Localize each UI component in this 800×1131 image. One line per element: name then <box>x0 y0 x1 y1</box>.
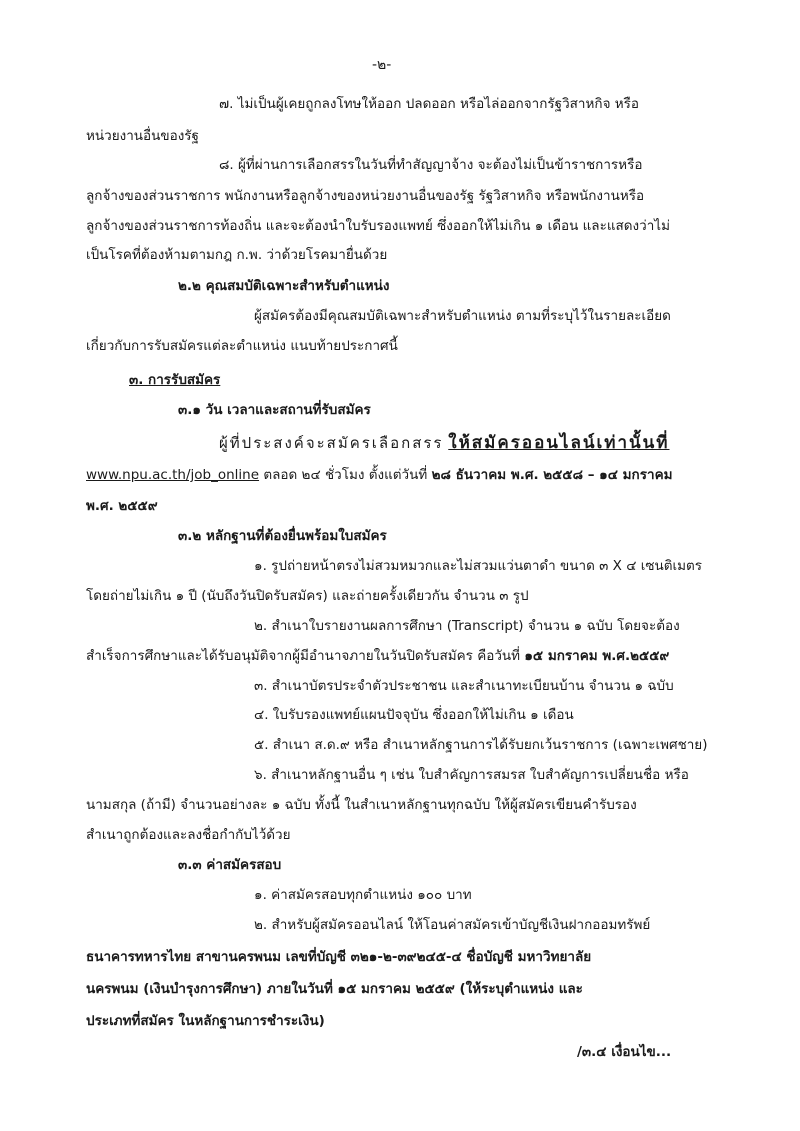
fee-item-2-line-3: นครพนม (เงินบำรุงการศึกษา) ภายในวันที่ ๑๕ มกราคม ๒๕๕๙ (ให้ระบุตำแหน่ง และ <box>86 981 583 997</box>
item-8-line-3: ลูกจ้างของส่วนราชการท้องถิ่น และจะต้องนำใบรับรองแพทย์ ซึ่งออกให้ไม่เกิน ๑ เดือน และแสดงว่าไม่ <box>86 218 670 234</box>
item-8-line-1: ๘. ผู้ที่ผ่านการเลือกสรรในวันที่ทำสัญญาจ้าง จะต้องไม่เป็นข้าราชการหรือ <box>219 157 643 173</box>
item-7-line-2: หน่วยงานอื่นของรัฐ <box>86 128 199 144</box>
doc-item-1-line-1: ๑. รูปถ่ายหน้าตรงไม่สวมหมวกและไม่สวมแว่นตาดำ ขนาด ๓ X ๔ เซนติเมตร <box>254 558 703 574</box>
page-number: -๒- <box>372 57 392 73</box>
doc-item-6-line-3: สำเนาถูกต้องและลงชื่อกำกับไว้ด้วย <box>86 827 291 843</box>
fee-item-2-line-4: ประเภทที่สมัคร ในหลักฐานการชำระเงิน) <box>86 1013 325 1029</box>
section-2-2-line-1: ผู้สมัครต้องมีคุณสมบัติเฉพาะสำหรับตำแหน่ง ตามที่ระบุไว้ในรายละเอียด <box>254 308 671 324</box>
doc-item-5: ๕. สำเนา ส.ด.๙ หรือ สำเนาหลักฐานการได้รับยกเว้นราชการ (เฉพาะเพศชาย) <box>254 737 708 753</box>
doc-item-2-text: สำเร็จการศึกษาและได้รับอนุมัติจากผู้มีอำนาจภายในวันปิดรับสมัคร คือวันที่ <box>86 648 521 664</box>
doc-item-4: ๔. ใบรับรองแพทย์แผนปัจจุบัน ซึ่งออกให้ไม่เกิน ๑ เดือน <box>254 707 574 723</box>
section-3-1-line-1 <box>219 433 670 453</box>
section-3-1-line-2 <box>86 466 673 484</box>
doc-item-6-line-2: นามสกุล (ถ้ามี) จำนวนอย่างละ ๑ ฉบับ ทั้งนี้ ในสำเนาหลักฐานทุกฉบับ ให้ผู้สมัครเขียนคำรับรอง <box>86 797 637 813</box>
fee-item-1: ๑. ค่าสมัครสอบทุกตำแหน่ง ๑๐๐ บาท <box>254 887 472 903</box>
doc-item-2-line-2 <box>86 647 669 665</box>
section-3-2-heading: ๓.๒ หลักฐานที่ต้องยื่นพร้อมใบสมัคร <box>178 528 387 544</box>
section-3-1-heading: ๓.๑ วัน เวลาและสถานที่รับสมัคร <box>178 402 371 418</box>
doc-item-6-line-1: ๖. สำเนาหลักฐานอื่น ๆ เช่น ใบสำคัญการสมรส ใบสำคัญการเปลี่ยนชื่อ หรือ <box>254 767 689 783</box>
doc-item-1-line-2: โดยถ่ายไม่เกิน ๑ ปี (นับถึงวันปิดรับสมัคร) และถ่ายครั้งเดียวกัน จำนวน ๓ รูป <box>86 588 529 604</box>
continuation-marker: /๓.๔ เงื่อนไข... <box>577 1044 672 1060</box>
doc-item-2-line-1: ๒. สำเนาใบรายงานผลการศึกษา (Transcript) จำนวน ๑ ฉบับ โดยจะต้อง <box>254 618 680 634</box>
fee-item-2-line-1: ๒. สำหรับผู้สมัครออนไลน์ ให้โอนค่าสมัครเข้าบัญชีเงินฝากออมทรัพย์ <box>254 917 651 933</box>
item-7-line-1: ๗. ไม่เป็นผู้เคยถูกลงโทษให้ออก ปลดออก หรือไล่ออกจากรัฐวิสาหกิจ หรือ <box>219 96 640 112</box>
section-3-1-line-3: พ.ศ. ๒๕๕๙ <box>86 498 158 514</box>
doc-item-2-deadline: ๑๕ มกราคม พ.ศ.๒๕๕๙ <box>524 648 670 664</box>
section-3-heading: ๓. การรับสมัคร <box>129 372 221 388</box>
item-8-line-2: ลูกจ้างของส่วนราชการ พนักงานหรือลูกจ้างของหน่วยงานอื่นของรัฐ รัฐวิสาหกิจ หรือพนักงานหรือ <box>86 188 645 204</box>
application-url[interactable]: www.npu.ac.th/job_online <box>86 467 260 483</box>
application-period: ตลอด ๒๔ ชั่วโมง ตั้งแต่วันที่ <box>263 467 428 483</box>
fee-item-2-line-2: ธนาคารทหารไทย สาขานครพนม เลขที่บัญชี ๓๒๑-๒-๓๙๒๔๕-๔ ชื่อบัญชี มหาวิทยาลัย <box>86 949 592 965</box>
doc-item-3: ๓. สำเนาบัตรประจำตัวประชาชน และสำเนาทะเบียนบ้าน จำนวน ๑ ฉบับ <box>254 678 674 694</box>
online-only-emphasis: ให้สมัครออนไลน์เท่านั้นที่ <box>448 433 670 453</box>
section-2-2-line-2: เกี่ยวกับการรับสมัครแต่ละตำแหน่ง แนบท้ายประกาศนี้ <box>86 338 398 354</box>
section-2-2-heading: ๒.๒ คุณสมบัติเฉพาะสำหรับตำแหน่ง <box>178 278 390 294</box>
section-3-1-intro: ผู้ที่ประสงค์จะสมัครเลือกสรร <box>219 434 444 452</box>
application-dates: ๒๘ ธันวาคม พ.ศ. ๒๕๕๘ – ๑๔ มกราคม <box>431 467 673 483</box>
item-8-line-4: เป็นโรคที่ต้องห้ามตามกฎ ก.พ. ว่าด้วยโรคมายื่นด้วย <box>86 247 388 263</box>
section-3-3-heading: ๓.๓ ค่าสมัครสอบ <box>178 857 282 873</box>
